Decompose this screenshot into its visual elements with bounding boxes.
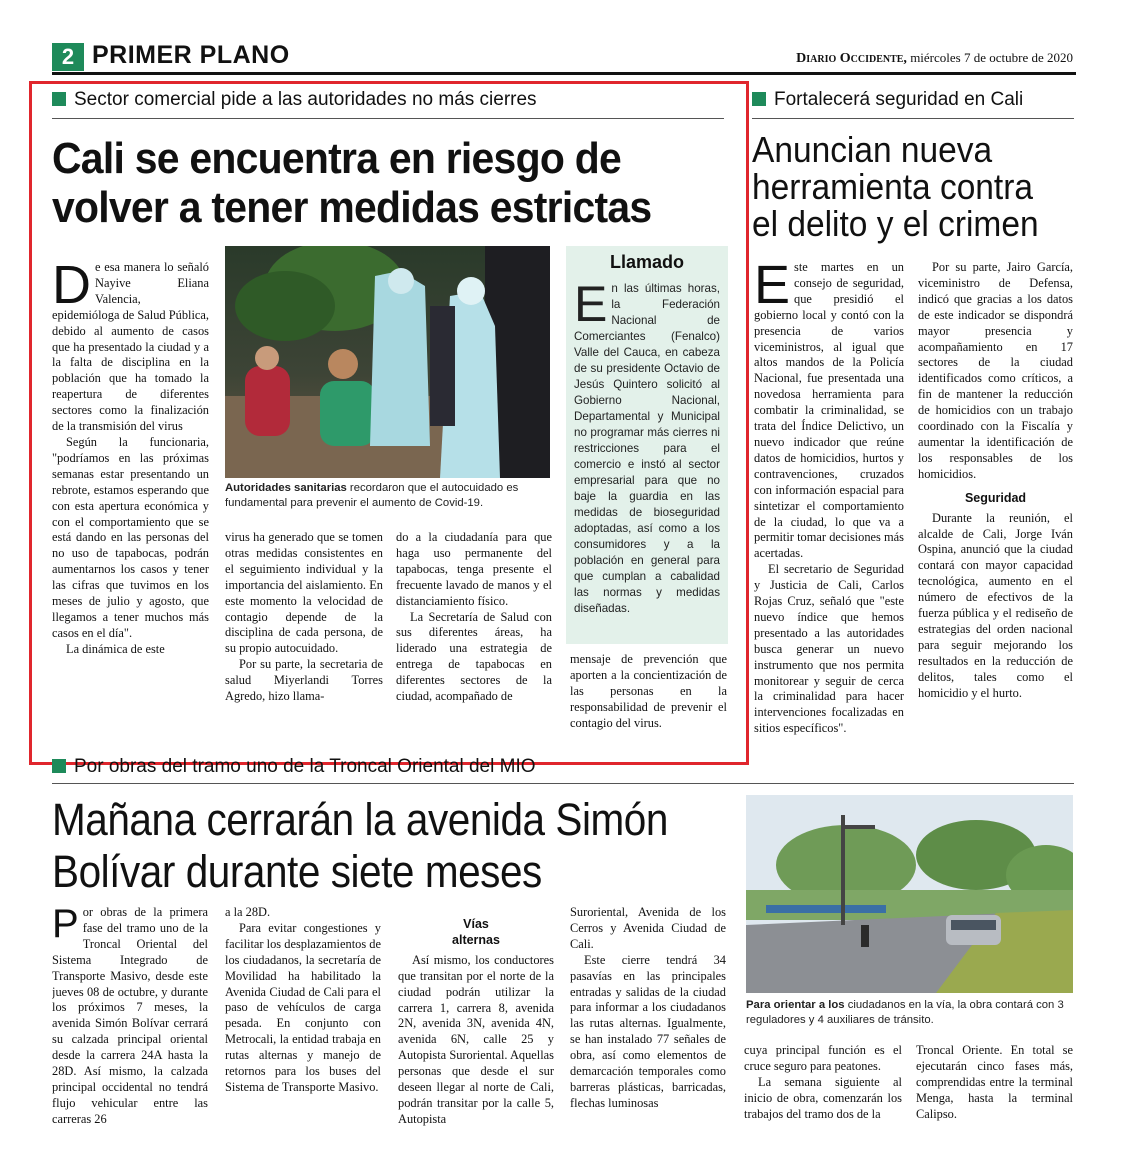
article2-column-1 (754, 260, 904, 742)
article3-headline-line2: Bolívar durante siete meses (52, 846, 542, 897)
caption-text: recordaron que el autocuidado es fundamental para prevenir el aumento de Covid-19. (225, 482, 519, 509)
dateline (796, 50, 1073, 67)
article2-col1-p1: ste martes en un consejo de seguridad, que presidió el gobierno local y contó con la presencia de varios viceministros, al igual que altos mandos de la Policía Nacional, fue presentada una novedosa herramienta para combatir la criminalidad, se trata del Índice Delictivo, un nuevo indicador que reúne datos de homicidios, hurtos y contravenciones, cruzados con información espacial para sintetizar el comportamiento de la ciudad, lo que va a permitir tomar decisiones más acertadas. (754, 260, 904, 561)
article2-col2-p1: Por su parte, Jairo García, viceministro de Defensa, indicó que gracias a los datos de este indicador se dispondrá mayor presencia y acompañamiento en 17 sectores de la ciudad identificados como críticos, a fin de mantener la reducción de homicidios con un trabajo coordinado con la Fiscalía y aumentar la identificación de los responsables de los homicidios. (918, 260, 1073, 481)
article1-col1-p2: Según la funcionaria, "podríamos en las próximas semanas estar presentando un rebrote, estamos esperando que con esta apertura económica y con el comportamiento que se está dando en las personas del no uso de tapabocas, podrán aumentarnos los casos y tener las cifras que tuvimos en los meses de julio y agosto, que llegamos a tener muchos más casos en el día". (52, 434, 209, 640)
article2-headline-line2: herramienta contra (752, 166, 1034, 207)
article3-column-1 (52, 905, 208, 1130)
article3-subhead-line1: Vías (463, 917, 489, 931)
article3-column-5 (744, 1043, 902, 1133)
covid-authorities-photo (225, 246, 550, 478)
caption-bold: Autoridades sanitarias (225, 482, 347, 494)
article1-column-2 (225, 530, 383, 740)
kicker-square-icon (52, 92, 66, 106)
llamado-title: Llamado (609, 252, 684, 272)
article3-kicker-text: Por obras del tramo uno de la Troncal Oriental del MIO (74, 756, 536, 777)
article2-kicker-rule (752, 118, 1074, 119)
article3-col4-p2: Este cierre tendrá 34 pasavías en las principales entradas y salidas de la ciudad para informar a los ciudadanos las rutas alternas. Igualmente, se han instalado 77 señales de obra, así como elementos de demarcación temporales como barreras plásticas, barricadas, flechas luminosas (570, 952, 726, 1110)
article1-column-3 (396, 530, 552, 740)
article1-col3-p1: do a la ciudadanía para que haga uso permanente del tapabocas, tenga presente el frecuente lavado de manos y el distanciamiento físico. (396, 530, 552, 608)
kicker-square-icon (52, 759, 66, 773)
article3-kicker-rule (52, 783, 1074, 784)
article2-headline-line1: Anuncian nueva (752, 129, 993, 170)
article2-column-2 (918, 260, 1073, 742)
article3-col5-p2: La semana siguiente al inicio de obra, comenzarán los trabajos del tramo dos de la (744, 1074, 902, 1121)
article1-col1-p3: La dinámica de este (66, 641, 165, 656)
article1-col2-p2: Por su parte, la secretaria de salud Miyerlandi Torres Agredo, hizo llama- (225, 657, 383, 704)
article3-photo-caption (746, 998, 1073, 1027)
article2-kicker (752, 89, 1023, 111)
article3-col2-p2: Para evitar congestiones y facilitar los desplazamientos de los ciudadanos, la secretaría de Movilidad ha habilitado la Avenida Ciudad de Cali para el paso de vehículos de carga pesada. En conjunto con Metrocali, la entidad trabaja en rutas alternas y manejo de retornos para los buses del Sistema de Transporte Masivo. (225, 920, 381, 1094)
article2-kicker-text: Fortalecerá seguridad en Cali (774, 89, 1024, 110)
article1-column-1 (52, 260, 209, 738)
article1-headline-line2: volver a tener medidas estrictas (52, 183, 652, 232)
article3-col6-p1: Troncal Oriente. En total se ejecutarán cinco fases más, comprendidas entre la terminal Menga, hasta la terminal Calipso. (916, 1043, 1073, 1121)
article3-column-2 (225, 905, 381, 1130)
article3-dropcap: P (52, 905, 79, 946)
paper-name: Diario Occidente, (796, 51, 907, 66)
article1-kicker-rule (52, 118, 724, 119)
masthead-rule (52, 72, 1076, 75)
article3-column-6 (916, 1043, 1073, 1133)
article1-dropcap: D (52, 260, 91, 315)
article1-kicker-text: Sector comercial pide a las autoridades no más cierres (74, 89, 537, 110)
page-number: 2 (52, 43, 84, 71)
article2-col1-p2: El secretario de Seguridad y Justicia de Cali, Carlos Rojas Cruz, señaló que "este nuevo índice que hemos presentado a las autoridades busca generar un nuevo instrumento que nos permita monitorear y seguir de cerca la criminalidad para hacer intervenciones focalizadas en sitios específicos". (754, 562, 904, 736)
article3-col2-p1: a la 28D. (225, 905, 271, 919)
kicker-square-icon (752, 92, 766, 106)
article1-col3-p2: La Secretaría de Salud con sus diferentes áreas, ha liderado una estrategia de entrega de tapabocas en diferentes sectores de la ciudad, acompañado de (396, 609, 552, 704)
issue-date: miércoles 7 de octubre de 2020 (906, 50, 1073, 65)
article2-headline-line3: el delito y el crimen (752, 203, 1039, 244)
article1-headline-line1: Cali se encuentra en riesgo de (52, 134, 621, 183)
llamado-sidebar (566, 246, 728, 644)
section-title: PRIMER PLANO (92, 41, 290, 69)
llamado-body: n las últimas horas, la Federación Nacional de Comerciantes (Fenalco) Valle del Cauca, en cabeza de su presidente Octavio de Jesús Quintero solicitó al Gobierno Nacional, Departamental y Municipal no programar más cierres ni restricciones para el comercio e instó al sector empresarial para que no baje la guardia en las medidas de bioseguridad adoptadas, así como a los consumidores y a la población en general para que cumplan a cabalidad las normas y medidas diseñadas. (574, 282, 720, 615)
article3-kicker (52, 756, 536, 778)
caption-text: ciudadanos en la vía, la obra contará con 3 reguladores y 4 auxiliares de tránsito. (746, 999, 1064, 1026)
article2-dropcap: E (754, 260, 791, 315)
article3-column-4 (570, 905, 726, 1130)
article1-photo-caption (225, 481, 550, 510)
article1-column-4 (570, 652, 727, 742)
article2-subhead: Seguridad (964, 490, 1027, 505)
llamado-dropcap: E (574, 276, 608, 332)
article2-col2-p2: Durante la reunión, el alcalde de Cali, Jorge Iván Ospina, anunció que la ciudad contará con mayor capacidad tecnológica, aumento en el número de efectivos de la fuerza pública y el rediseño de estrategias del orden nacional para seguir mejorando los resultados en la reducción de delitos, tales como el homicidio y el hurto. (918, 510, 1073, 700)
article3-column-3 (398, 905, 554, 1130)
article3-col1-p1: or obras de la primera fase del tramo uno de la Troncal Oriental del Sistema Integrado de Transporte Masivo, desde este jueves 08 de octubre, y durante los próximos 7 meses, la avenida Simón Bolívar cerrará su calzada principal oriental desde la carrera 24A hasta la 28D. Así mismo, la calzada principal occidental no tendrá flujo vehicular entre las carreras 26 (52, 905, 208, 1126)
article3-headline-line1: Mañana cerrarán la avenida Simón (52, 794, 668, 845)
article3-col4-p1: Suroriental, Avenida de los Cerros y Avenida Ciudad de Cali. (570, 905, 726, 951)
article3-subhead-line2: alternas (452, 932, 500, 947)
avenue-traffic-photo (746, 795, 1073, 993)
article3-col5-p1: cuya principal función es el cruce seguro para peatones. (744, 1043, 902, 1073)
caption-bold: Para orientar a los (746, 999, 845, 1011)
article1-kicker (52, 89, 537, 111)
article1-col1-p1: e esa manera lo señaló Nayive Eliana Valencia, epidemióloga de Salud Pública, debido al aumento de casos que ha presentado la ciudad y a la falta de disciplina en la población que ha tomado la reapertura de diferentes sectores como la finalización de la transmisión del virus (52, 260, 209, 434)
article3-col3-p1: Así mismo, los conductores que transitan por el norte de la ciudad podrán utilizar la carrera 1, carrera 8, avenida 2N, avenida 3N, avenida 4N, avenida 6N, calle 25 y Autopista Suroriental. Aquellas personas que desde el sur deseen llegar al norte de Cali, podrán transitar por la calle 5, Autopista (398, 952, 554, 1126)
article1-col2-p1: virus ha generado que se tomen otras medidas consistentes en el seguimiento individual y la importancia del aislamiento. En este momento la velocidad de contagio depende de la disciplina de cada persona, de su propio autocuidado. (225, 530, 383, 656)
article1-col4-p1: mensaje de prevención que aporten a la concientización de las personas en la responsabilidad de prevenir el contagio del virus. (570, 652, 727, 730)
